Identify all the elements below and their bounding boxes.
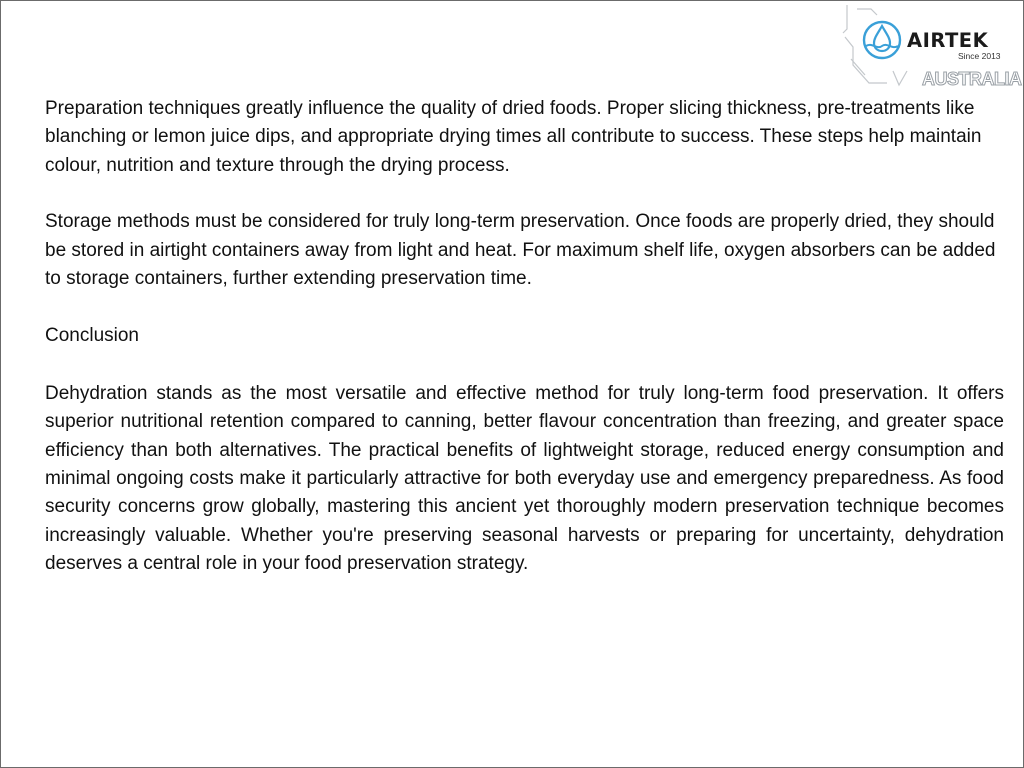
paragraph-preparation: Preparation techniques greatly influence the quality of dried foods. Proper slicing thickness, pre-treatments like blanching or lemon juice dips, and appropriate drying times all contribute to success. These steps help maintain colour, nutrition and texture through the drying process. xyxy=(45,98,982,176)
paragraph-conclusion: Dehydration stands as the most versatile and effective method for truly long-term food preservation. It offers superior nutritional retention compared to canning, better flavour concentration than freezing, and greater space efficiency than both alternatives. The practical benefits of lightweight storage, reduced energy consumption and minimal ongoing costs make it particularly attractive for both everyday use and emergency preparedness. As food security concerns grow globally, mastering this ancient yet thoroughly modern preservation technique becomes increasingly valuable. Whether you're preserving seasonal harvests or preparing for uncertainty, dehydration deserves a central role in your food preservation strategy. xyxy=(45,382,1004,575)
logo-since-text: Since 2013 xyxy=(958,51,1001,61)
airtek-logo xyxy=(841,3,1024,93)
logo-country-text: AUSTRALIA xyxy=(922,69,1022,89)
document-body xyxy=(45,95,1004,579)
conclusion-heading: Conclusion xyxy=(45,325,139,347)
logo-brand-name: AIRTEK xyxy=(907,29,989,52)
paragraph-storage: Storage methods must be considered for truly long-term preservation. Once foods are properly dried, they should be stored in airtight containers away from light and heat. For maximum shelf life, oxygen absorbers can be added to storage containers, further extending preservation time. xyxy=(45,211,996,290)
